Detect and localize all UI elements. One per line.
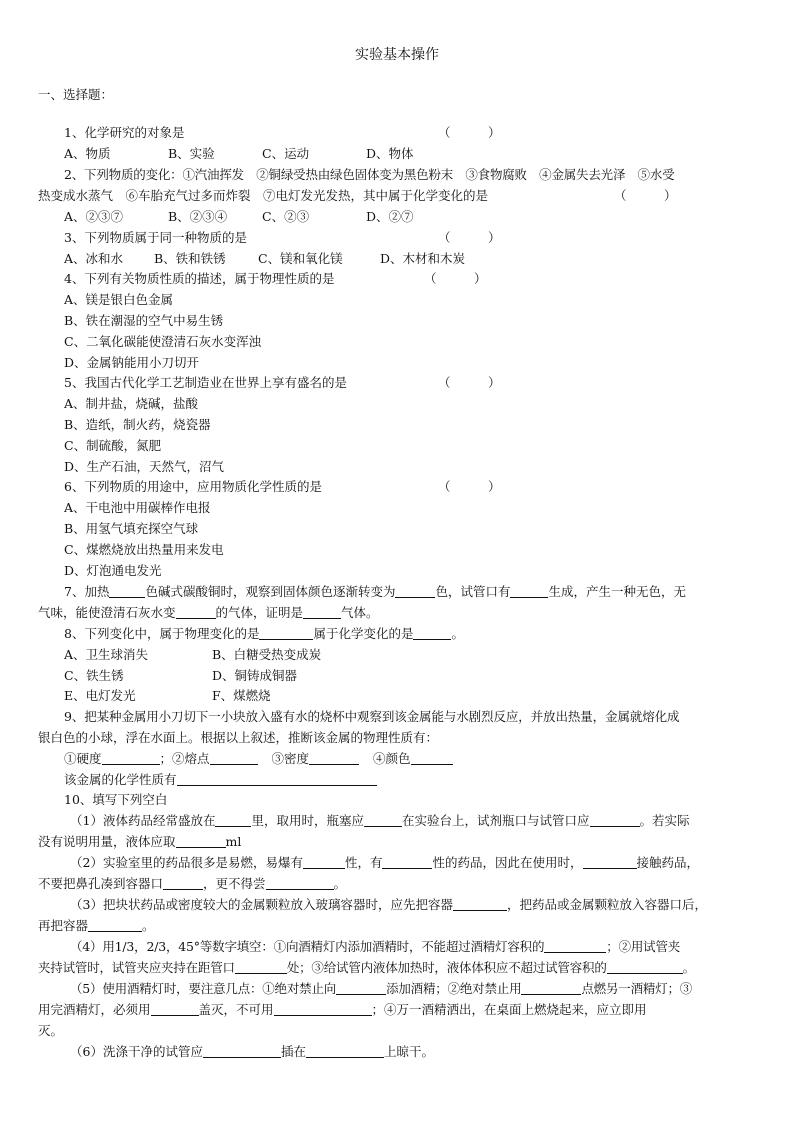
q6-answer-paren: （ ）	[438, 479, 501, 494]
q10-4-blank-1[interactable]	[544, 940, 606, 953]
q9-blank-color[interactable]	[411, 752, 453, 765]
q10-2-text-c: 性的药品，因此在使用时，	[432, 855, 583, 870]
q10-1-blank-4[interactable]	[176, 835, 226, 848]
q10-1-text-e: 没有说明用量，液体应取	[38, 834, 176, 849]
q10-2-text-e: 不要把鼻孔凑到容器口	[38, 876, 164, 891]
q9-text-chemical: 该金属的化学性质有	[64, 772, 177, 787]
q1-answer-paren: （ ）	[438, 125, 501, 140]
q4-option-b: B、铁在潮湿的空气中易生锈	[64, 313, 224, 328]
q10-5-line1	[70, 980, 692, 998]
q10-2-text-g: 。	[333, 876, 347, 891]
q8-option-a: A、卫生球消失	[64, 647, 149, 662]
q10-5-text-d: 用完酒精灯，必须用	[38, 1002, 151, 1017]
q10-2-blank-2[interactable]	[382, 856, 432, 869]
q10-2-blank-4[interactable]	[163, 877, 203, 890]
q4-option-a: A、镁是银白色金属	[64, 292, 174, 307]
q10-3-text-b: ，把药品或金属颗粒放入容器口后，	[506, 897, 707, 912]
q2-option-b: B、②③④	[168, 209, 228, 224]
q10-1-blank-2[interactable]	[364, 814, 402, 827]
q1-option-a: A、物质	[64, 146, 111, 161]
q10-4-blank-2[interactable]	[235, 961, 287, 974]
q10-2-blank-1[interactable]	[303, 856, 345, 869]
q10-2-blank-3[interactable]	[583, 856, 637, 869]
q3-option-a: A、冰和水	[64, 251, 124, 266]
q4-option-c: C、二氧化碳能使澄清石灰水变浑浊	[64, 334, 262, 349]
q7-text-5: 气味，能使澄清石灰水变	[38, 605, 176, 620]
q1-stem: 1、化学研究的对象是	[64, 125, 185, 140]
q7-text-7: 气体。	[341, 605, 379, 620]
q10-4-line2	[38, 959, 695, 977]
q1-option-c: C、运动	[262, 146, 310, 161]
q10-2-line1	[70, 854, 699, 872]
q5-option-d: D、生产石油，天然气，沼气	[64, 459, 225, 474]
q10-1-text-f: ml	[225, 834, 242, 849]
q10-6-text-b: 插在	[280, 1044, 306, 1059]
q10-3-blank-2[interactable]	[88, 919, 142, 932]
q10-5-line3: 灭。	[38, 1023, 64, 1038]
q3-option-c: C、镁和氧化镁	[258, 251, 343, 266]
page-title: 实验基本操作	[355, 47, 439, 63]
q10-2-blank-5[interactable]	[266, 877, 334, 890]
q9-text-melting: ；②熔点	[159, 751, 210, 766]
q2-option-a: A、②③⑦	[64, 209, 124, 224]
q10-3-text-c: 再把容器	[38, 918, 89, 933]
q10-6-blank-1[interactable]	[203, 1045, 281, 1058]
q10-1-text-d: 。若实际	[639, 813, 690, 828]
q9-text-hardness: ①硬度	[64, 751, 102, 766]
q7-line1	[64, 583, 686, 601]
q6-option-c: C、煤燃烧放出热量用来发电	[64, 542, 224, 557]
q8-text-2: 属于化学变化的是	[313, 626, 414, 641]
q8-option-d: D、铜铸成铜器	[212, 668, 298, 683]
q3-option-d: D、木材和木炭	[380, 251, 466, 266]
q1-option-d: D、物体	[366, 146, 414, 161]
q2-answer-paren: （ ）	[614, 188, 677, 203]
q9-line1: 9、把某种金属用小刀切下一小块放入盛有水的烧杯中观察到该金属能与水剧烈反应，并放出热量，金属就熔化成	[64, 709, 680, 724]
q9-blank-chemical[interactable]	[177, 773, 377, 786]
q9-line3	[64, 750, 453, 768]
q5-stem: 5、我国古代化学工艺制造业在世界上享有盛名的是	[64, 375, 347, 390]
q7-text-4: 生成，产生一种无色，无	[548, 584, 686, 599]
q10-1-line1	[70, 812, 690, 830]
q10-3-blank-1[interactable]	[453, 898, 507, 911]
q10-5-text-c: 点燃另一酒精灯；③	[581, 981, 693, 996]
q8-text-3: 。	[451, 626, 464, 641]
q8-option-b: B、白糖受热变成炭	[212, 647, 322, 662]
q10-5-line2	[38, 1001, 647, 1019]
q4-stem: 4、下列有关物质性质的描述，属于物理性质的是	[64, 271, 335, 286]
q5-option-a: A、制井盐，烧碱，盐酸	[64, 396, 199, 411]
q6-option-b: B、用氢气填充探空气球	[64, 521, 199, 536]
q9-text-color: ④颜色	[373, 751, 411, 766]
q2-option-c: C、②③	[262, 209, 310, 224]
q9-text-density: ③密度	[271, 751, 310, 766]
q5-answer-paren: （ ）	[438, 375, 501, 390]
q2-stem-line2: 热变成水蒸气 ⑥车胎充气过多而炸裂 ⑦电灯发光发热，其中属于化学变化的是	[38, 188, 489, 203]
q10-5-blank-3[interactable]	[151, 1003, 199, 1016]
q10-3-line1	[70, 896, 707, 914]
q10-1-blank-1[interactable]	[215, 814, 251, 827]
q10-3-text-d: 。	[142, 918, 155, 933]
q10-3-text-a: （3）把块状药品或密度较大的金属颗粒放入玻璃容器时，应先把容器	[70, 897, 453, 912]
q8-option-c: C、铁生锈	[64, 668, 124, 683]
q3-answer-paren: （ ）	[438, 230, 501, 245]
q10-5-text-b: 添加酒精；②绝对禁止用	[386, 981, 522, 996]
q10-1-text-c: 在实验台上，试剂瓶口与试管口应	[401, 813, 590, 828]
q10-5-text-a: （5）使用酒精灯时，要注意几点：①绝对禁止向	[70, 981, 337, 996]
q7-blank-2[interactable]	[395, 585, 435, 598]
q10-1-line2	[38, 833, 241, 851]
q10-5-blank-4[interactable]	[274, 1003, 372, 1016]
q10-2-text-d: 接触药品，	[636, 855, 700, 870]
q10-4-text-a: （4）用1/3，2/3，45°等数字填空：①向酒精灯内添加酒精时，不能超过酒精灯容积的	[70, 939, 545, 954]
q10-1-blank-3[interactable]	[590, 814, 640, 827]
q6-option-a: A、干电池中用碳棒作电报	[64, 500, 211, 515]
q10-6-text-c: 上晾干。	[383, 1044, 434, 1059]
q7-text-2: 色碱式碳酸铜时，观察到固体颜色逐渐转变为	[145, 584, 396, 599]
q10-5-text-f: ；④万一酒精洒出，在桌面上燃烧起来，应立即用	[371, 1002, 647, 1017]
q10-4-text-b: ；②用试管夹	[606, 939, 681, 954]
q7-text-6: 的气体，证明是	[215, 605, 304, 620]
q7-blank-3[interactable]	[510, 585, 548, 598]
q10-1-text-a: （1）液体药品经常盛放在	[70, 813, 216, 828]
q1-option-b: B、实验	[168, 146, 215, 161]
q10-1-text-b: 里，取用时，瓶塞应	[251, 813, 364, 828]
q5-option-c: C、制硫酸，氮肥	[64, 438, 162, 453]
q2-option-d: D、②⑦	[366, 209, 414, 224]
q10-4-text-e: 。	[682, 960, 695, 975]
q8-blank-2[interactable]	[413, 627, 451, 640]
q9-blank-melting[interactable]	[210, 752, 258, 765]
q3-stem: 3、下列物质属于同一种物质的是	[64, 230, 247, 245]
q7-blank-4[interactable]	[176, 606, 216, 619]
q9-blank-density[interactable]	[309, 752, 359, 765]
q4-option-d: D、金属钠能用小刀切开	[64, 355, 200, 370]
q10-heading: 10、填写下列空白	[64, 792, 168, 807]
q6-stem: 6、下列物质的用途中，应用物质化学性质的是	[64, 479, 322, 494]
q4-answer-paren: （ ）	[424, 271, 487, 286]
q10-2-text-b: 性，有	[344, 855, 383, 870]
q5-option-b: B、造纸，制火药，烧瓷器	[64, 417, 211, 432]
q10-6-text-a: （6）洗涤干净的试管应	[70, 1044, 203, 1059]
q10-5-text-e: 盖灭，不可用	[198, 1002, 274, 1017]
q7-blank-5[interactable]	[303, 606, 341, 619]
q10-2-text-f: ，更不得尝	[203, 876, 266, 891]
q10-3-line2	[38, 917, 155, 935]
q9-line4	[64, 771, 377, 789]
q10-4-blank-3[interactable]	[607, 961, 683, 974]
q10-5-blank-2[interactable]	[521, 982, 581, 995]
q8-stem	[64, 625, 464, 643]
q10-4-text-c: 夹持试管时，试管夹应夹持在距管口	[38, 960, 235, 975]
q7-line2	[38, 604, 379, 622]
q8-option-e: E、电灯发光	[64, 688, 136, 703]
q6-option-d: D、灯泡通电发光	[64, 563, 162, 578]
q8-blank-1[interactable]	[259, 627, 313, 640]
q10-6-line1	[70, 1043, 434, 1061]
q10-5-blank-1[interactable]	[336, 982, 386, 995]
q8-text-1: 8、下列变化中，属于物理变化的是	[64, 626, 260, 641]
q3-option-b: B、铁和铁锈	[154, 251, 226, 266]
q10-4-line1	[70, 938, 680, 956]
q9-line2: 银白色的小球，浮在水面上。根据以上叙述，推断该金属的物理性质有：	[38, 730, 439, 745]
q10-2-line2	[38, 875, 346, 893]
q10-2-text-a: （2）实验室里的药品很多是易燃，易爆有	[70, 855, 303, 870]
q10-6-blank-2[interactable]	[306, 1045, 384, 1058]
q7-text-1: 7、加热	[64, 584, 110, 599]
q9-blank-hardness[interactable]	[102, 752, 160, 765]
q8-option-f: F、煤燃烧	[212, 688, 271, 703]
section-heading: 一、选择题：	[38, 87, 114, 102]
q7-blank-1[interactable]	[109, 585, 145, 598]
q7-text-3: 色，试管口有	[435, 584, 511, 599]
q2-stem-line1: 2、下列物质的变化：①汽油挥发 ②铜绿受热由绿色固体变为黑色粉末 ③食物腐败 ④金属失去光泽 ⑤水受	[64, 167, 675, 182]
q10-4-text-d: 处；③给试管内液体加热时，液体体积应不超过试管容积的	[286, 960, 607, 975]
